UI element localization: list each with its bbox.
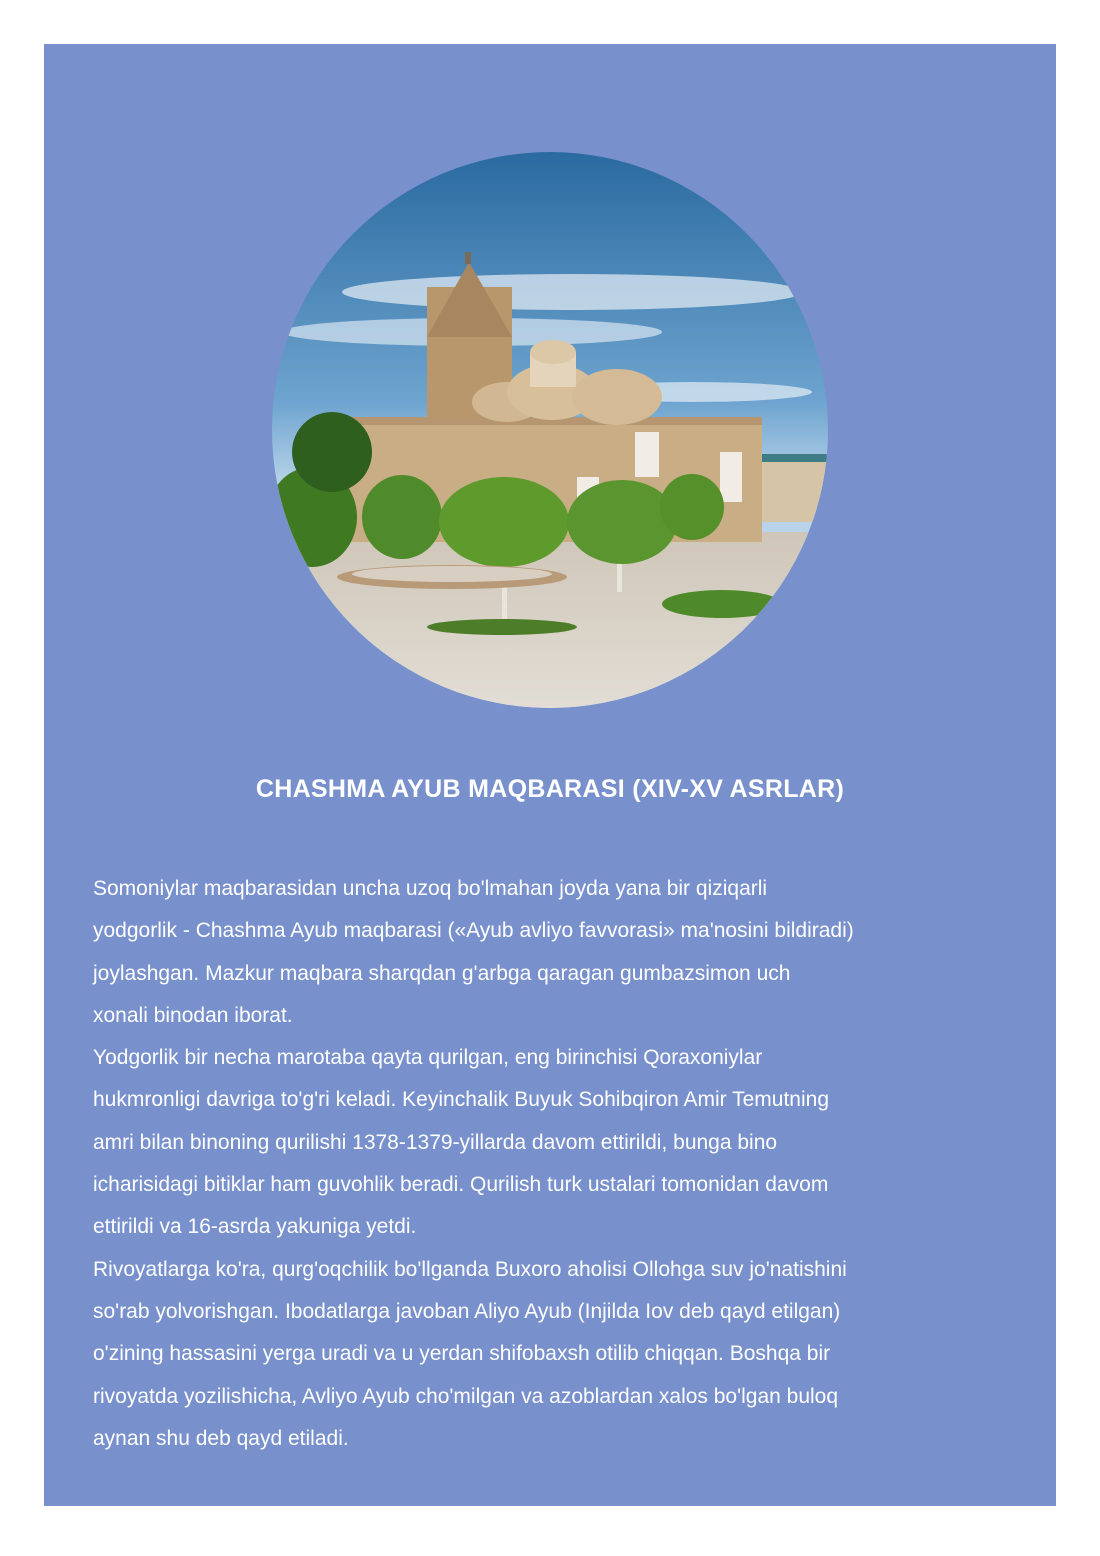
- text-line: joylashgan. Mazkur maqbara sharqdan g'arbga qaragan gumbazsimon uch: [93, 961, 791, 985]
- page-title: CHASHMA AYUB MAQBARASI (XIV-XV ASRLAR): [255, 775, 845, 803]
- text-line: yodgorlik - Chashma Ayub maqbarasi («Ayub avliyo favvorasi» ma'nosini bildiradi): [93, 919, 854, 943]
- text-line: amri bilan binoning qurilishi 1378-1379-yillarda davom ettirildi, bunga bino: [93, 1130, 778, 1154]
- text-line: xonali binodan iborat.: [93, 1003, 293, 1027]
- paragraph: [93, 872, 1033, 1041]
- text-line: so'rab yolvorishgan. Ibodatlarga javoban Aliyo Ayub (Injilda Iov deb qayd etilgan): [93, 1299, 841, 1323]
- text-line: ettirildi va 16-asrda yakuniga yetdi.: [93, 1215, 417, 1239]
- text-line: o'zining hassasini yerga uradi va u yerdan shifobaxsh otilib chiqqan. Boshqa bir: [93, 1342, 831, 1366]
- text-line: Somoniylar maqbarasidan uncha uzoq bo'lmahan joyda yana bir qiziqarli: [93, 877, 768, 900]
- text-line: rivoyatda yozilishicha, Avliyo Ayub cho'milgan va azoblardan xalos bo'lgan buloq: [93, 1384, 839, 1408]
- text-line: hukmronligi davriga to'g'ri keladi. Keyinchalik Buyuk Sohibqiron Amir Temutning: [93, 1088, 830, 1112]
- paragraph: [93, 1041, 1033, 1252]
- mausoleum-photo: [272, 152, 828, 708]
- text-line: icharisidagi bitiklar ham guvohlik beradi. Qurilish turk ustalari tomonidan davom: [93, 1173, 829, 1197]
- text-line: Rivoyatlarga ko'ra, qurg'oqchilik bo'llganda Buxoro aholisi Ollohga suv jo'natishini: [93, 1257, 847, 1281]
- text-line: Yodgorlik bir necha marotaba qayta qurilgan, eng birinchisi Qoraxoniylar: [93, 1046, 763, 1070]
- paragraph: [93, 1253, 1033, 1464]
- body-text: [93, 872, 1033, 1464]
- text-line: aynan shu deb qayd etiladi.: [93, 1426, 349, 1450]
